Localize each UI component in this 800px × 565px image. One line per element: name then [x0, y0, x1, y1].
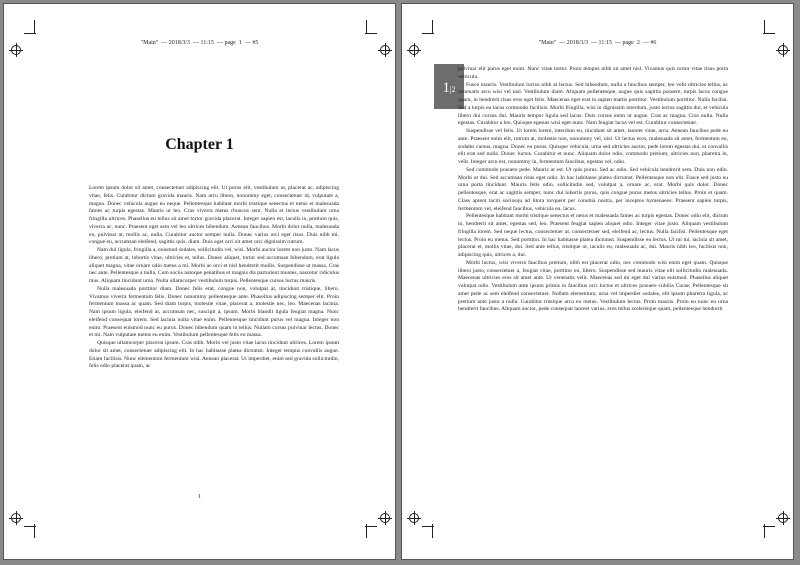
page-2: [401, 3, 794, 560]
page-header: "Main" — 2018/3/3 — 11:15 — page 1 — #5: [140, 40, 259, 46]
crop-mark-tick: [366, 20, 367, 34]
chapter-title: Chapter 1: [165, 136, 234, 153]
crop-mark-icon: [778, 45, 788, 55]
paragraph: Morbi luctus, wisi viverra faucibus pretium, nibh est placerat odio, nec commodo wisi enim eget quam. Quisque libero justo, consectetuer a, feugiat vitae, porttitor eu, libero. Suspendisse sed mauris vitae elit sollicitudin malesuada. Maecenas ultricies eros sit amet ante. Ut venenatis velit. Maecenas sed mi eget dui varius euismod. Phasellus aliquet volutpat odio. Vestibulum ante ipsum primis in faucibus orci luctus et ultrices posuere cubilia Curae; Pellentesque sit amet pede ac sem eleifend consectetuer. Nullam elementum, urna vel imperdiet sodales, elit ipsum pharetra ligula, ac pretium ante justo a nulla. Curabitur tristique arcu eu metus. Vestibulum lectus. Proin mauris. Proin eu nunc eu urna hendrerit faucibus. Aliquam auctor, pede consequat laoreet varius, eros tellus scelerisque quam, pellentesque hendrerit: [458, 259, 728, 313]
paragraph: Pellentesque habitant morbi tristique senectus et netus et malesuada fames ac turpis egestas. Donec odio elit, dictum in, hendrerit sit amet, egestas sed, leo. Praesent feugiat sapien aliquet odio. Integer vitae justo. Aliquam vestibulum fringilla lorem. Sed neque lectus, consectetuer at, consectetuer sed, eleifend ac, lectus. Nulla facilisi. Pellentesque eget lectus. Proin eu metus. Sed porttitor. In hac habitasse platea dictumst. Suspendisse eu lectus. Ut mi mi, lacinia sit amet, placerat et, mollis vitae, dui. Sed ante tellus, tristique ut, iaculis eu, malesuada ac, dui. Mauris nibh leo, facilisis non, adipiscing quis, ultrices a, dui.: [458, 213, 728, 258]
crop-mark-tick: [432, 20, 433, 34]
paragraph: Nulla malesuada porttitor diam. Donec felis erat, congue non, volutpat at, tincidunt tristique, libero. Vivamus viverra fermentum felis. Donec nonummy pellentesque ante. Phasellus adipiscing semper elit. Proin fermentum massa ac quam. Sed diam turpis, molestie vitae, placerat a, molestie nec, leo. Maecenas lacinia. Nam ipsum ligula, eleifend at, accumsan nec, suscipit a, ipsum. Morbi blandit ligula feugiat magna. Nunc eleifend consequat lorem. Sed lacinia nulla vitae enim. Pellentesque tincidunt purus vel magna. Integer non enim. Praesent euismod nunc eu purus. Donec bibendum quam in tellus. Nullam cursus pulvinar lectus. Donec et mi. Nam vulputate metus eu enim. Vestibulum pellentesque felis eu massa.: [89, 285, 339, 339]
paragraph: Nam dui ligula, fringilla a, euismod sodales, sollicitudin vel, wisi. Morbi auctor lorem non justo. Nam lacus libero, pretium at, lobortis vitae, ultricies et, tellus. Donec aliquet, tortor sed accumsan bibendum, erat ligula aliquet magna, vitae ornare odio metus a mi. Morbi ac orci et nisl hendrerit mollis. Suspendisse ut massa. Cras nec ante. Pellentesque a nulla. Cum sociis natoque penatibus et magnis dis parturient montes, nascetur ridiculus mus. Aliquam tincidunt urna. Nulla ullamcorper vestibulum turpis. Pellentesque cursus luctus mauris.: [89, 247, 339, 284]
crop-mark-tick: [764, 20, 765, 34]
crop-mark-icon: [11, 45, 21, 55]
crop-mark-icon: [409, 513, 419, 523]
crop-mark-tick: [422, 33, 434, 34]
thumb-chapter-number: 1: [442, 80, 450, 96]
page-number: 1: [198, 494, 201, 500]
paragraph: pulvinar elit purus eget enim. Nunc vitae tortor. Proin tempus nibh sit amet nisl. Vivamus quis tortor vitae risus porta vehicula.: [458, 66, 728, 80]
paragraph: Suspendisse vel felis. Ut lorem lorem, interdum eu, tincidunt sit amet, laoreet vitae, arcu. Aenean faucibus pede eu ante. Praesent enim elit, rutrum at, molestie non, nonummy vel, nisl. Ut lectus eros, malesuada sit amet, fermentum eu, sodales cursus, magna. Donec eu purus. Quisque vehicula, urna sed ultricies auctor, pede lorem egestas dui, et convallis elit erat sed nulla. Donec luctus. Curabitur et nunc. Aliquam dolor odio, commodo pretium, ultricies non, pharetra in, velit. Integer arcu est, nonummy in, fermentum faucibus, egestas vel, odio.: [458, 128, 728, 165]
crop-mark-tick: [24, 33, 36, 34]
crop-mark-tick: [365, 33, 377, 34]
crop-mark-tick: [763, 526, 775, 527]
crop-mark-icon: [11, 513, 21, 523]
crop-mark-tick: [365, 526, 377, 527]
crop-mark-icon: [380, 45, 390, 55]
thumb-separator: |: [449, 85, 452, 94]
crop-mark-icon: [380, 513, 390, 523]
paragraph: Quisque ullamcorper placerat ipsum. Cras nibh. Morbi vel justo vitae lacus tincidunt ultrices. Lorem ipsum dolor sit amet, consectetuer adipiscing elit. In hac habitasse platea dictumst. Integer tempus convallis augue. Etiam facilisis. Nunc elementum fermentum wisi. Aenean placerat. Ut imperdiet, enim sed gravida sollicitudin, felis odio placerat quam, ac: [89, 340, 339, 370]
crop-mark-tick: [34, 20, 35, 34]
paragraph: Fusce mauris. Vestibulum luctus nibh at lectus. Sed bibendum, nulla a faucibus semper, leo velit ultricies tellus, ac venenatis arcu wisi vel nisl. Vestibulum diam. Aliquam pellentesque, augue quis sagittis posuere, turpis lacus congue quam, in hendrerit risus eros eget felis. Maecenas eget erat in sapien mattis porttitor. Vestibulum porttitor. Nulla facilisi. Sed a turpis eu lacus commodo facilisis. Morbi fringilla, wisi in dignissim interdum, justo lectus sagittis dui, et vehicula libero dui cursus dui. Mauris tempor ligula sed lacus. Duis cursus enim ut augue. Cras ac magna. Cras nulla. Nulla egestas. Curabitur a leo. Quisque egestas wisi eget nunc. Nam feugiat lacus vel est. Curabitur consectetuer.: [458, 81, 728, 127]
body-text: [89, 185, 339, 485]
crop-mark-tick: [24, 526, 36, 527]
crop-mark-tick: [422, 526, 434, 527]
crop-mark-icon: [409, 45, 419, 55]
body-text: [458, 66, 728, 491]
crop-mark-tick: [763, 33, 775, 34]
thumb-page-number: 2: [451, 85, 456, 94]
paragraph: Lorem ipsum dolor sit amet, consectetuer adipiscing elit. Ut purus elit, vestibulum ut, placerat ac, adipiscing vitae, felis. Curabitur dictum gravida mauris. Nam arcu libero, nonummy eget, consectetuer id, vulputate a, magna. Donec vehicula augue eu neque. Pellentesque habitant morbi tristique senectus et netus et malesuada fames ac turpis egestas. Mauris ut leo. Cras viverra metus rhoncus sem. Nulla et lectus vestibulum urna fringilla ultrices. Phasellus eu tellus sit amet tortor gravida placerat. Integer sapien est, iaculis in, pretium quis, viverra ac, nunc. Praesent eget sem vel leo ultrices bibendum. Aenean faucibus. Morbi dolor nulla, malesuada eu, pulvinar at, mollis ac, nulla. Curabitur auctor semper nulla. Donec varius orci eget risus. Duis nibh mi, congue eu, accumsan eleifend, sagittis quis, diam. Duis eget orci sit amet orci dignissim rutrum.: [89, 185, 339, 246]
page-1: [3, 3, 396, 560]
paragraph: Sed commodo posuere pede. Mauris ut est. Ut quis purus. Sed ac odio. Sed vehicula hendrerit sem. Duis non odio. Morbi ut dui. Sed accumsan risus eget odio. In hac habitasse platea dictumst. Pellentesque non elit. Fusce sed justo eu urna porta tincidunt. Mauris felis odio, sollicitudin sed, volutpat a, ornare ac, erat. Morbi quis dolor. Donec pellentesque, erat ac sagittis semper, nunc dui lobortis purus, quis congue purus metus ultricies tellus. Proin et quam. Class aptent taciti sociosqu ad litora torquent per conubia nostra, per inceptos hymenaeos. Praesent sapien turpis, fermentum vel, eleifend faucibus, vehicula eu, lacus.: [458, 166, 728, 212]
page-header: "Main" — 2018/3/3 — 11:15 — page 2 — #6: [538, 40, 657, 46]
crop-mark-icon: [778, 513, 788, 523]
